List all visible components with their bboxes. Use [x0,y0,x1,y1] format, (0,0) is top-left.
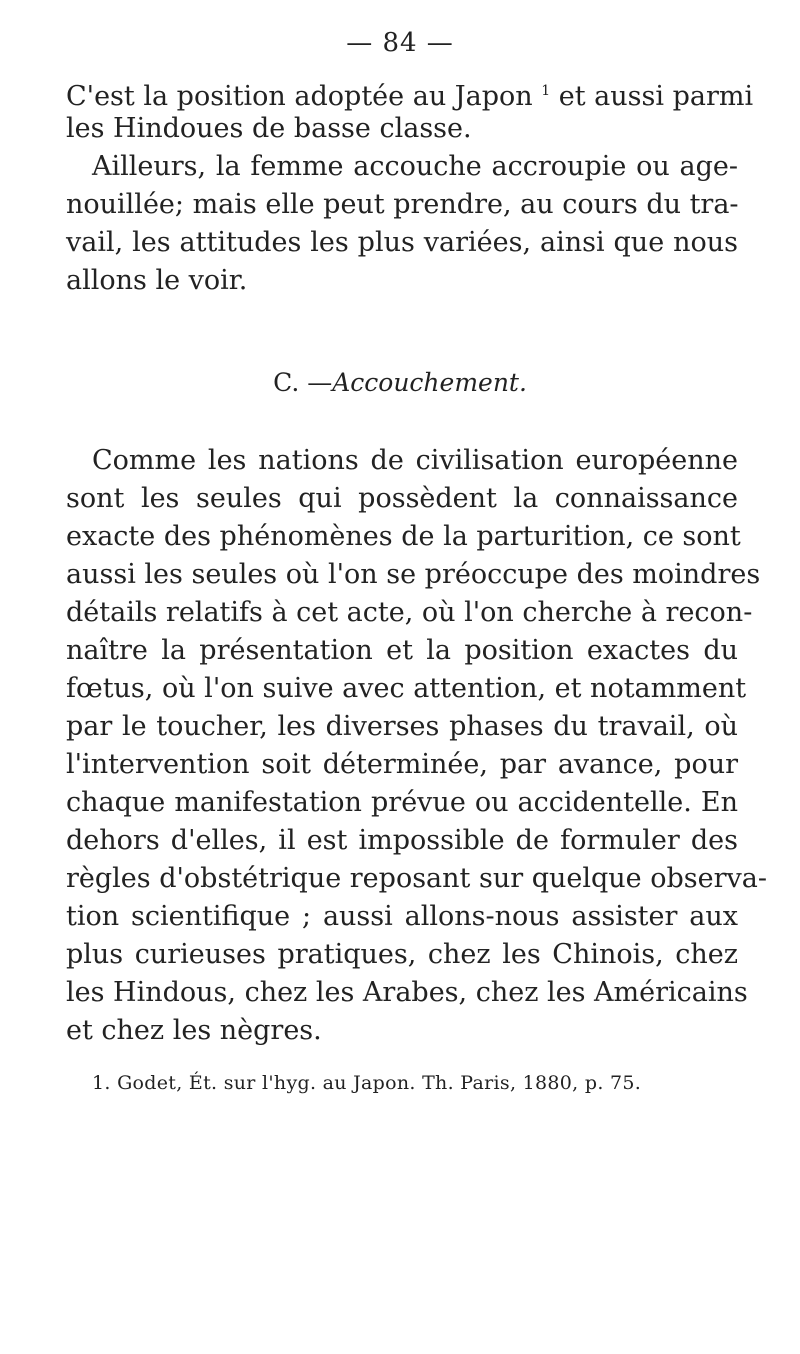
footnote-reference: 1 [541,83,551,99]
paragraph-3-line-3: exacte des phénomènes de la parturition, ce sont [66,521,741,552]
paragraph-3-line-10: chaque manifestation prévue ou accidentelle. En [66,787,738,818]
paragraph-3-line-1: Comme les nations de civilisation européenne [92,445,738,476]
paragraph-2-line-2: nouillée; mais elle peut prendre, au cours du tra- [66,189,739,220]
section-dash: — [307,368,333,397]
paragraph-3-line-15: les Hindous, chez les Arabes, chez les Américains [66,977,748,1008]
paragraph-3-line-7: fœtus, où l'on suive avec attention, et notamment [66,673,747,704]
paragraph-3-line-8: par le toucher, les diverses phases du travail, où [66,711,738,742]
paragraph-3-line-13: tion scientifique ; aussi allons-nous assister aux [66,901,738,932]
paragraph-2-line-1: Ailleurs, la femme accouche accroupie ou age- [92,151,738,182]
paragraph-2-line-4: allons le voir. [66,265,248,296]
paragraph-3-line-6: naître la présentation et la position exactes du [66,635,738,666]
paragraph-3-line-16: et chez les nègres. [66,1015,322,1046]
paragraph-3-line-11: dehors d'elles, il est impossible de formuler des [66,825,738,856]
paragraph-3-line-14: plus curieuses pratiques, chez les Chinois, chez [66,939,738,970]
paragraph-1-line-1-text: C'est la position adoptée au Japon [66,81,533,112]
footnote [92,1072,641,1094]
paragraph-3-line-9: l'intervention soit déterminée, par avance, pour [66,749,738,780]
footnote-text: Godet, Ét. sur l'hyg. au Japon. Th. Paris, 1880, p. 75. [117,1072,642,1094]
paragraph-3-line-2: sont les seules qui possèdent la connaissance [66,483,738,514]
paragraph-1-line-2: les Hindoues de basse classe. [66,113,472,144]
paragraph-2-line-3: vail, les attitudes les plus variées, ainsi que nous [66,227,738,258]
footnote-number: 1. [92,1072,111,1094]
section-title: Accouchement. [332,368,527,397]
paragraph-3-line-5: détails relatifs à cet acte, où l'on cherche à recon- [66,597,753,628]
paragraph-3-line-12: règles d'obstétrique reposant sur quelque observa- [66,863,767,894]
paragraph-1-line-1-tail: et aussi parmi [558,81,754,112]
section-heading [0,368,800,397]
section-letter: C. [273,368,300,397]
page-number: — 84 — [346,28,454,58]
paragraph-3-line-4: aussi les seules où l'on se préoccupe des moindres [66,559,761,590]
